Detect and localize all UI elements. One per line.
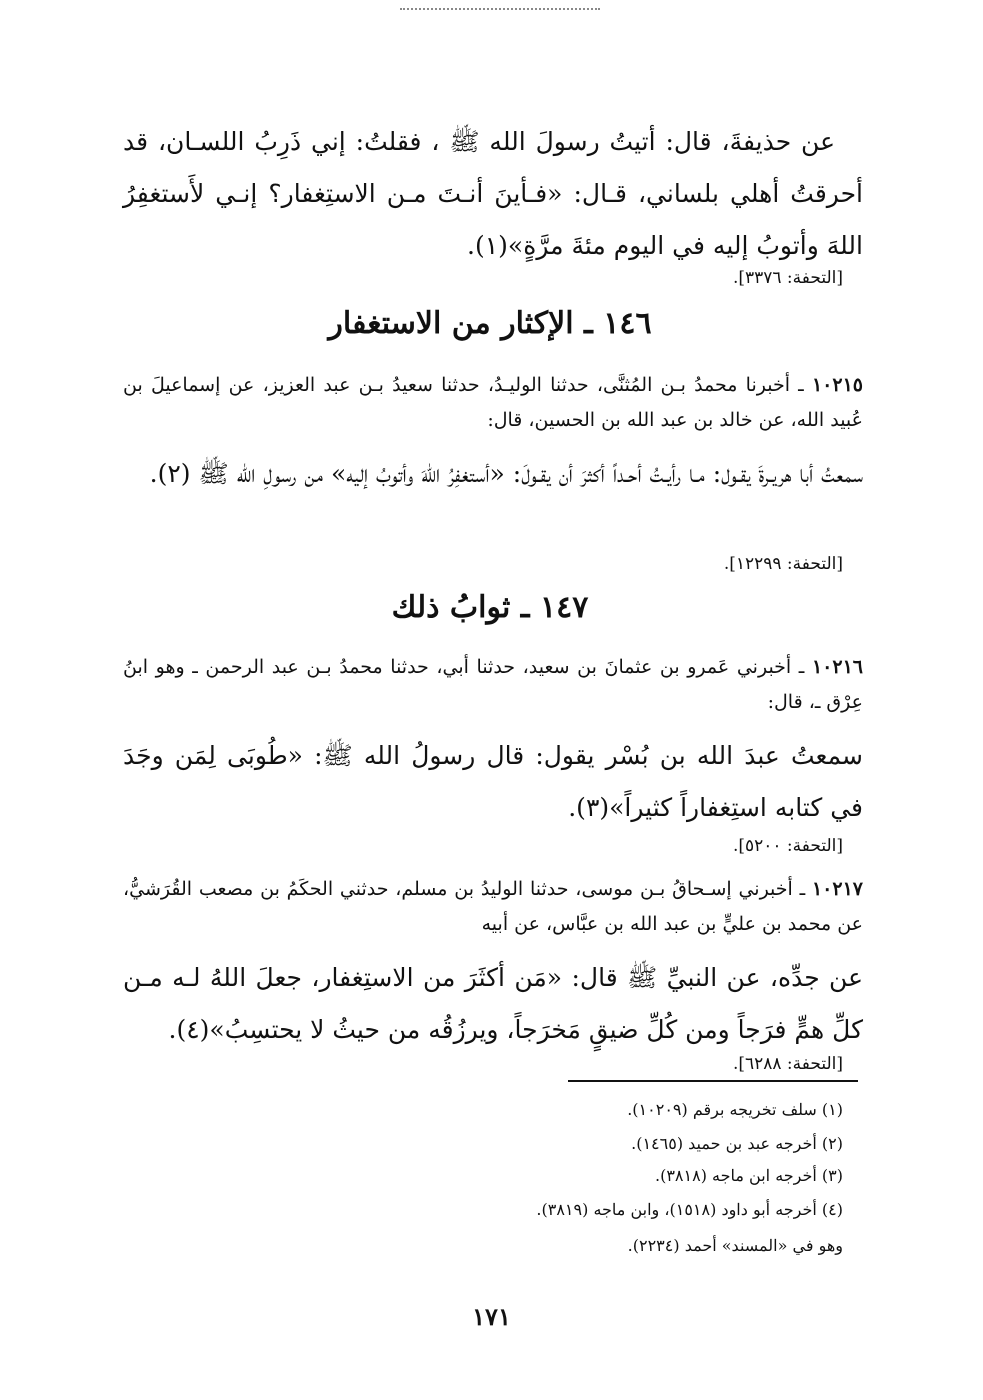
footnote-2: (٢) أخرجه عبد بن حميد (١٤٦٥). bbox=[631, 1134, 843, 1153]
footnote-4: (٤) أخرجه أبو داود (١٥١٨)، وابن ماجه (٣٨١٩). bbox=[536, 1200, 843, 1219]
footnote-3: (٣) أخرجه ابن ماجه (٣٨١٨). bbox=[655, 1166, 843, 1185]
hadith-number-10217: ١٠٢١٧ bbox=[811, 878, 863, 900]
footnote-separator bbox=[568, 1080, 858, 1082]
hadith-text-1: عن حذيفةَ، قال: أتيتُ رسولَ الله ﷺ ، فقلتُ: إني ذَرِبُ اللسـان، قد أحرقتُ أهلي بلساني، قـال: «فـأينَ أنـتَ مـن الاستِغفار؟ إنـي لأَستغفِرُ اللهَ وأتوبُ إليه في اليوم مئةَ مرَّةٍ»(١). bbox=[123, 127, 863, 260]
tuhfa-reference-3: [التحفة: ٥٢٠٠]. bbox=[732, 836, 843, 856]
tuhfa-reference-4: [التحفة: ٦٢٨٨]. bbox=[732, 1054, 843, 1074]
isnad-text-10215: ـ أخبرنا محمدُ بـن المُثنَّى، حدثنا الوليـدُ، حدثنا سعيدُ بـن عبد العزيز، عن إسماعيلَ بن عُبيد الله، عن خالد بن عبد الله بن الحسين، قال: bbox=[123, 374, 863, 431]
top-decoration bbox=[400, 8, 600, 12]
chapter-heading-146: ١٤٦ ـ الإكثار من الاستغفار bbox=[328, 306, 652, 341]
isnad-10217 bbox=[123, 872, 863, 942]
isnad-10216 bbox=[123, 650, 863, 720]
isnad-text-10216: ـ أخبرني عَمرو بن عثمانَ بن سعيد، حدثنا أبي، حدثنا محمدُ بـن عبد الرحمن ـ وهو ابنُ عِرْق ـ، قال: bbox=[123, 656, 863, 713]
tuhfa-reference-2: [التحفة: ١٢٢٩٩]. bbox=[723, 554, 843, 574]
hadith-paragraph-4 bbox=[123, 952, 863, 1056]
hadith-paragraph-1 bbox=[123, 116, 863, 272]
hadith-text-3: سمعتُ عبدَ الله بن بُسْر يقول: قال رسولُ الله ﷺ: «طُوبَى لِمَن وجَدَ في كتابه استِغفاراً كثيراً»(٣). bbox=[123, 741, 863, 822]
isnad-10215 bbox=[123, 368, 863, 438]
footnote-4-continued: وهو في «المسند» أحمد (٢٢٣٤). bbox=[627, 1236, 843, 1255]
isnad-text-10217: ـ أخبرني إسـحاقُ بـن موسى، حدثنا الوليدُ بن مسلم، حدثني الحكَمُ بن مصعب القُرَشيُّ، عن محمد بن عليٍّ بن عبد الله بن عبَّاس، عن أبيه bbox=[123, 878, 863, 935]
page-number: ١٧١ bbox=[472, 1302, 511, 1331]
hadith-paragraph-2 bbox=[123, 448, 863, 500]
hadith-paragraph-3 bbox=[123, 730, 863, 834]
chapter-heading-147: ١٤٧ ـ ثوابُ ذلك bbox=[391, 590, 589, 625]
footnote-1: (١) سلف تخريجه برقم (١٠٢٠٩). bbox=[627, 1100, 843, 1119]
hadith-number-10216: ١٠٢١٦ bbox=[811, 656, 863, 678]
tuhfa-reference-1: [التحفة: ٣٣٧٦]. bbox=[732, 268, 843, 288]
hadith-number-10215: ١٠٢١٥ bbox=[811, 374, 863, 396]
hadith-text-4: عن جدِّه، عن النبيِّ ﷺ قال: «مَن أكثَرَ من الاستِغفار، جعلَ اللهُ لـه مـن كلِّ همٍّ فرَجاً ومن كُلِّ ضيقٍ مَخرَجاً، ويرزُقُه من حيثُ لا يحتسِبُ»(٤). bbox=[123, 963, 863, 1044]
hadith-text-2: سمعتُ أبا هريـرةَ يقـول: مـا رأيـتُ أحـداً أكثرَ أن يقـولَ: «أستغفِرُ اللهَ وأتوبُ إليه» من رسولِ الله ﷺ (٢). bbox=[149, 459, 863, 488]
